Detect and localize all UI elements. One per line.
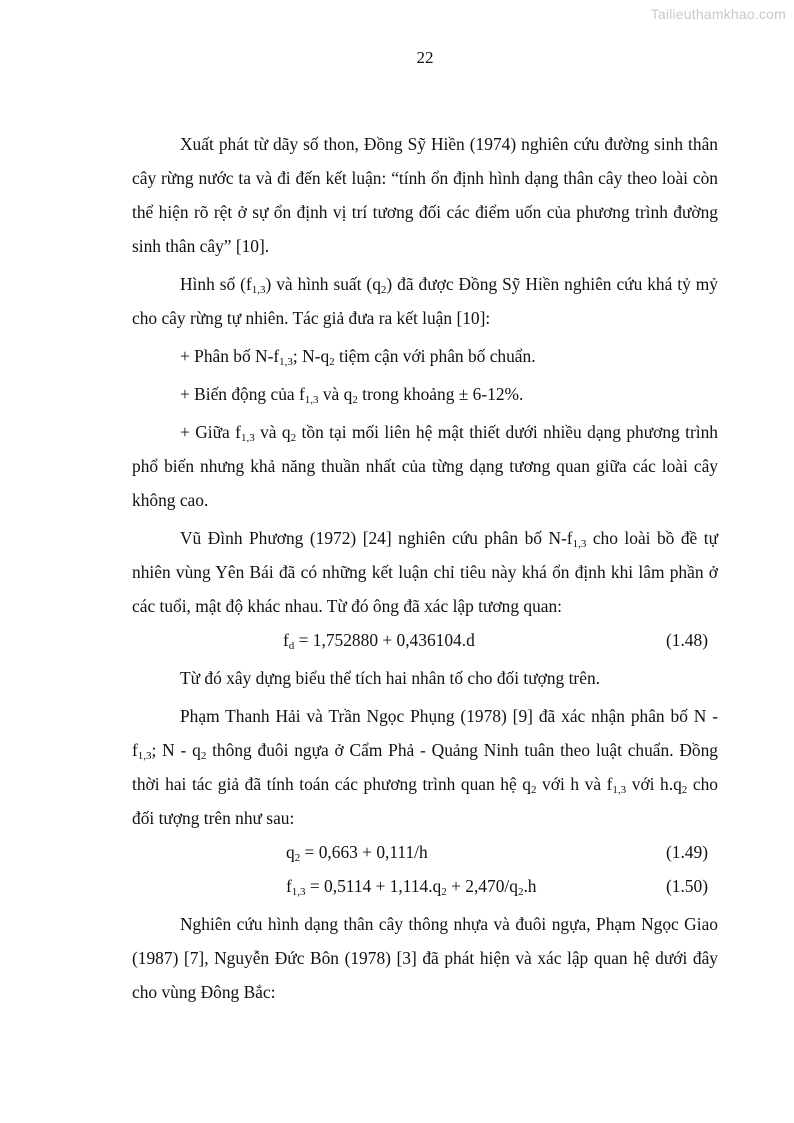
- subscript: 2: [681, 784, 688, 796]
- bullet-1: [132, 339, 718, 373]
- page-number: 22: [416, 48, 434, 67]
- paragraph-6: Nghiên cứu hình dạng thân cây thông nhựa và đuôi ngựa, Phạm Ngọc Giao (1987) [7], Nguyễn Đức Bôn (1978) [3] đã phát hiện và xác lập quan hệ dưới đây cho vùng Đông Bắc:: [132, 914, 718, 1002]
- subscript: 2: [329, 356, 335, 368]
- text: ) đã được Đồng Sỹ Hiền nghiên cứu khá tỷ mỷ cho cây rừng tự nhiên. Tác giả đưa ra kết luận [10]:: [132, 274, 718, 328]
- text: ; N-q: [292, 346, 330, 366]
- subscript: 1,3: [612, 784, 627, 796]
- subscript: 2: [200, 750, 207, 762]
- subscript: 2: [530, 784, 537, 796]
- subscript: 2: [380, 284, 387, 296]
- text: và q: [254, 422, 291, 442]
- subscript: 1,3: [291, 886, 306, 898]
- text: ; N - q: [151, 740, 201, 760]
- subscript: 2: [441, 886, 447, 898]
- equation-number: (1.50): [665, 876, 708, 896]
- text: f: [283, 630, 289, 650]
- text: = 0,663 + 0,111/h: [300, 842, 428, 862]
- subscript: 1,3: [572, 538, 587, 550]
- text: với h.q: [626, 774, 682, 794]
- document-body: [132, 127, 718, 1009]
- watermark: Tailieuthamkhao.com: [650, 6, 786, 22]
- equation-expression: [286, 869, 536, 903]
- text: .h: [523, 876, 537, 896]
- text: + Giữa f: [180, 422, 241, 442]
- paragraph-5: [132, 699, 718, 835]
- subscript: 1,3: [137, 750, 152, 762]
- subscript: 1,3: [240, 432, 255, 444]
- text: tiệm cận với phân bố chuẩn.: [334, 346, 536, 366]
- subscript: 2: [290, 432, 297, 444]
- text: + 2,470/q: [446, 876, 518, 896]
- text: Hình số (f: [180, 274, 252, 294]
- text: ) và hình suất (q: [265, 274, 381, 294]
- text: cho đối tượng trên như sau:: [132, 774, 718, 828]
- subscript: 1,3: [304, 394, 319, 406]
- text: = 0,5114 + 1,114.q: [305, 876, 442, 896]
- equation-1-50: [132, 869, 718, 903]
- text: trong khoảng ± 6-12%.: [357, 384, 524, 404]
- subscript: 2: [294, 852, 301, 864]
- text: với h và f: [536, 774, 613, 794]
- paragraph-4: Từ đó xây dựng biểu thể tích hai nhân tố cho đối tượng trên.: [180, 668, 600, 688]
- text: = 1,752880 + 0,436104.d: [294, 630, 475, 650]
- text: + Biến động của f: [180, 384, 305, 404]
- bullet-3: [132, 415, 718, 517]
- equation-1-49: [132, 835, 718, 869]
- paragraph-1: Xuất phát từ dãy số thon, Đồng Sỹ Hiền (1974) nghiên cứu đường sinh thân cây rừng nước ta và đi đến kết luận: “tính ổn định hình dạng thân cây theo loài còn thể hiện rõ rệt ở sự ổn định vị trí tương đối các điểm uốn của phương trình đường sinh thân cây” [10].: [132, 134, 718, 256]
- text: + Phân bố N-f: [180, 346, 280, 366]
- text: cho loài bồ đề tự nhiên vùng Yên Bái đã có những kết luận chỉ tiêu này khá ổn định khi lâm phần ở các tuổi, mật độ khác nhau. Từ đó ông đã xác lập tương quan:: [132, 528, 718, 616]
- subscript: d: [288, 640, 295, 652]
- equation-1-48: [132, 623, 718, 657]
- subscript: 1,3: [251, 284, 266, 296]
- bullet-2: [132, 377, 718, 411]
- equation-expression: [286, 835, 428, 869]
- text: Vũ Đình Phương (1972) [24] nghiên cứu phân bố N-f: [180, 528, 573, 548]
- subscript: 1,3: [279, 356, 293, 368]
- paragraph-2: [132, 267, 718, 335]
- subscript: 2: [517, 886, 524, 898]
- text: thông đuôi ngựa ở Cẩm Phả - Quảng Ninh tuân theo luật chuẩn. Đồng thời hai tác giả đã tính toán các phương trình quan hệ q: [132, 740, 718, 794]
- text: tồn tại mối liên hệ mật thiết dưới nhiều dạng phương trình phổ biến nhưng khả năng thuần nhất của từng dạng tương quan giữa các loài cây không cao.: [132, 422, 718, 510]
- equation-number: (1.49): [665, 842, 708, 862]
- equation-number: (1.48): [665, 630, 708, 650]
- text: f: [286, 876, 292, 896]
- text: Phạm Thanh Hải và Trần Ngọc Phụng (1978) [9] đã xác nhận phân bố N - f: [132, 706, 718, 760]
- equation-expression: [283, 623, 475, 657]
- text: và q: [318, 384, 353, 404]
- text: q: [286, 842, 295, 862]
- subscript: 2: [352, 394, 358, 406]
- paragraph-3: [132, 521, 718, 623]
